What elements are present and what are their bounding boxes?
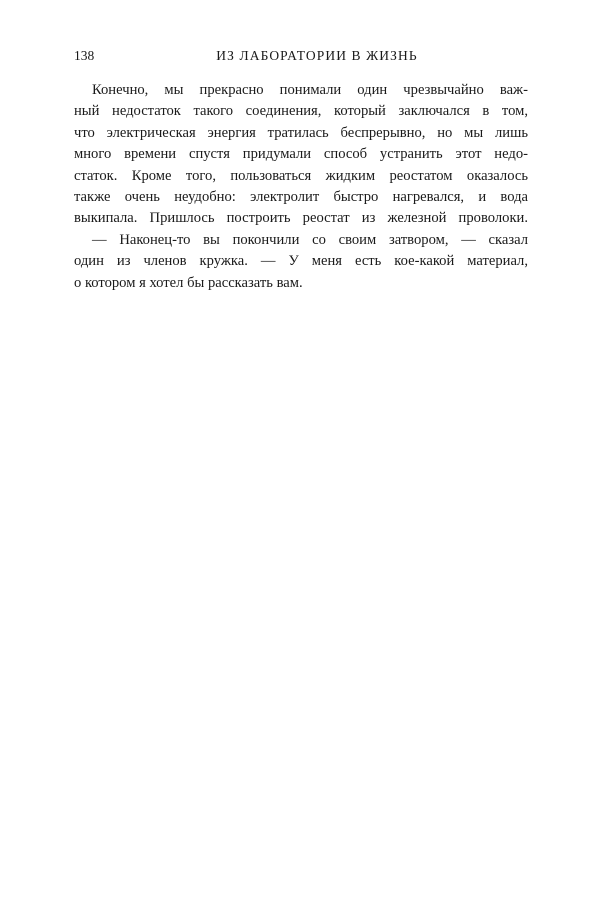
text-line: Конечно, мы прекрасно понимали один чрезвычайно важ- <box>92 82 528 98</box>
body-text <box>74 80 528 294</box>
text-line: ный недостаток такого соединения, который заключался в том, <box>74 103 528 120</box>
running-head: ИЗ ЛАБОРАТОРИИ В ЖИЗНЬ <box>216 48 418 63</box>
page-number: 138 <box>74 48 95 63</box>
text-line: выкипала. Пришлось построить реостат из железной проволоки. <box>74 210 528 227</box>
text-line: о котором я хотел бы рассказать вам. <box>74 274 303 291</box>
text-line: статок. Кроме того, пользоваться жидким реостатом оказалось <box>74 167 528 184</box>
text-line: также очень неудобно: электролит быстро нагревался, и вода <box>74 188 528 205</box>
text-line: один из членов кружка. — У меня есть кое-какой материал, <box>74 253 528 270</box>
text-line: — Наконец-то вы покончили со своим затвором, — сказал <box>92 231 528 248</box>
text-line: много времени спустя придумали способ устранить этот недо- <box>74 146 528 163</box>
page-header <box>74 48 530 68</box>
text-line: что электрическая энергия тратилась беспрерывно, но мы лишь <box>74 124 528 141</box>
